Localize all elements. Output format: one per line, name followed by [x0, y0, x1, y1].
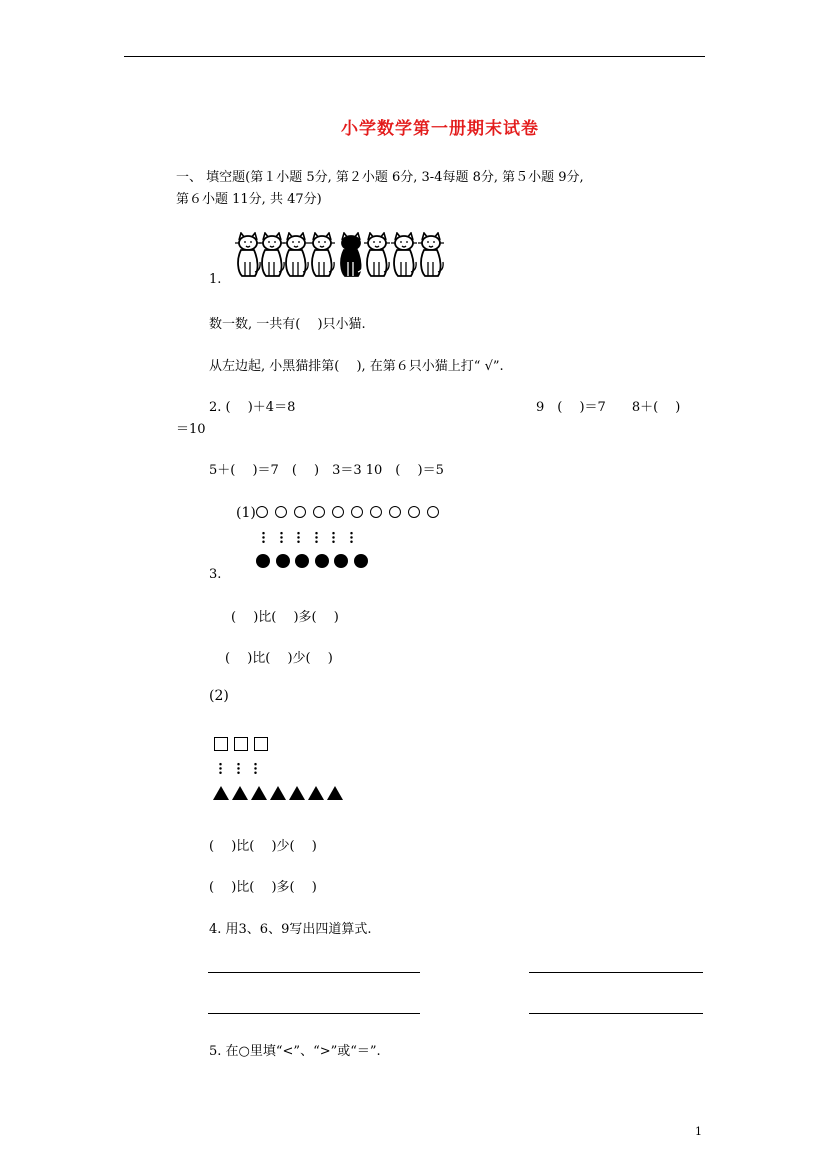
- triangle-shape: [232, 786, 248, 800]
- q3-part2-label: (2): [209, 688, 229, 704]
- dotted-connector: [262, 531, 265, 544]
- dot-columns-row-1: [262, 530, 367, 545]
- dot-columns-row-2: [219, 761, 272, 776]
- filled-circle: [334, 554, 348, 568]
- q3-part2-line1: ( )比( )少( ): [209, 839, 317, 854]
- q3-part1-line1: ( )比( )多( ): [231, 610, 339, 625]
- filled-circle: [295, 554, 309, 568]
- dotted-connector: [350, 531, 353, 544]
- answer-line-1: [208, 972, 420, 973]
- q2-line2: 5＋( )＝7 ( ) 3＝3 10 ( )＝5: [209, 463, 444, 478]
- cat-icon: [391, 233, 417, 276]
- cats-svg: [234, 232, 446, 278]
- q4-text: 4. 用3、6、9写出四道算式.: [209, 922, 372, 937]
- dotted-connector: [237, 762, 240, 775]
- page-title: 小学数学第一册期末试卷: [341, 119, 539, 139]
- header-rule: [124, 56, 705, 57]
- cat-icon: [418, 233, 444, 276]
- q3-part2-line2: ( )比( )多( ): [209, 880, 317, 895]
- black-cat-icon: [341, 233, 363, 276]
- square-shape: [214, 737, 228, 751]
- dotted-connector: [297, 531, 300, 544]
- hollow-circle: [313, 506, 325, 518]
- cats-illustration: [234, 232, 446, 278]
- hollow-circle: [408, 506, 420, 518]
- section1-heading-line1: 一、 填空题(第１小题 5分, 第２小题 6分, 3-4每题 8分, 第５小题 9分,: [176, 170, 584, 185]
- q5-text: 5. 在○里填“<”、“>”或“＝”.: [209, 1044, 381, 1059]
- q1-number: 1.: [209, 272, 222, 287]
- cat-icon: [364, 233, 390, 276]
- filled-circle: [354, 554, 368, 568]
- answer-line-3: [208, 1013, 420, 1014]
- q2-first: 2. ( )＋4＝8: [209, 400, 296, 415]
- hollow-circle: [332, 506, 344, 518]
- filled-circle: [315, 554, 329, 568]
- answer-line-4: [529, 1013, 703, 1014]
- cat-icon: [283, 233, 309, 276]
- section1-heading-line2: 第６小题 11分, 共 47分): [176, 192, 322, 207]
- q3-part1-label: (1): [236, 505, 256, 521]
- square-shape: [254, 737, 268, 751]
- hollow-circle: [370, 506, 382, 518]
- hollow-circle: [275, 506, 287, 518]
- q3-part1-line2: ( )比( )少( ): [225, 651, 333, 666]
- dotted-connector: [315, 531, 318, 544]
- q1-line1: 数一数, 一共有( )只小猫.: [209, 317, 366, 332]
- dotted-connector: [254, 762, 257, 775]
- q2-middle: 9 ( )＝7 8＋( ): [536, 400, 681, 415]
- squares-row: [214, 736, 274, 751]
- triangle-shape: [213, 786, 229, 800]
- filled-circle: [276, 554, 290, 568]
- triangle-shape: [308, 786, 324, 800]
- cat-icon: [235, 233, 261, 276]
- hollow-circle: [294, 506, 306, 518]
- filled-circles-row: [256, 553, 373, 568]
- hollow-circle: [256, 506, 268, 518]
- hollow-circle: [427, 506, 439, 518]
- triangles-row: [213, 785, 346, 800]
- q3-number: 3.: [209, 567, 222, 582]
- page-number: 1: [695, 1125, 702, 1138]
- hollow-circle: [389, 506, 401, 518]
- square-shape: [234, 737, 248, 751]
- filled-circle: [256, 554, 270, 568]
- cat-icon: [309, 233, 335, 276]
- triangle-shape: [270, 786, 286, 800]
- triangle-shape: [327, 786, 343, 800]
- cat-icon: [259, 233, 285, 276]
- triangle-shape: [289, 786, 305, 800]
- q2-wrap: ＝10: [176, 422, 206, 437]
- hollow-circles-row: [256, 504, 446, 519]
- q1-line2: 从左边起, 小黑猫排第( ), 在第６只小猫上打“ √”.: [209, 359, 504, 374]
- dotted-connector: [280, 531, 283, 544]
- answer-line-2: [529, 972, 703, 973]
- hollow-circle: [351, 506, 363, 518]
- triangle-shape: [251, 786, 267, 800]
- dotted-connector: [332, 531, 335, 544]
- dotted-connector: [219, 762, 222, 775]
